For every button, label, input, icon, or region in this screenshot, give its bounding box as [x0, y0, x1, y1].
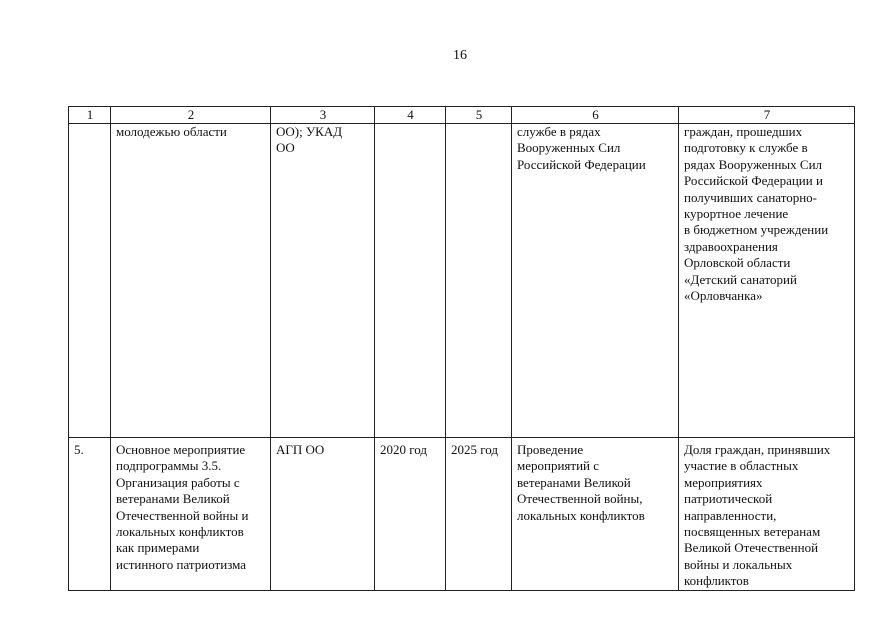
- column-header-6: 6: [512, 107, 679, 124]
- indicator-text: граждан, прошедших подготовку к службе в рядах Вооруженных Сил Российской Федерации и получивших санаторно- курортное лечение в бюджетном учреждении здравоохранения Орловской области «Детский санаторий «Орловчанка»: [684, 124, 829, 304]
- expected-result-cell: [512, 438, 679, 591]
- executor-text: АГП ОО: [276, 442, 325, 457]
- indicator-cell: [679, 438, 855, 591]
- activity-cell: [111, 124, 271, 438]
- column-header-3: 3: [271, 107, 375, 124]
- end-year-text: 2025 год: [451, 442, 498, 457]
- indicator-cell: [679, 124, 855, 438]
- start-year-cell: [375, 124, 446, 438]
- column-header-1: 1: [69, 107, 111, 124]
- expected-result-text: службе в рядах Вооруженных Сил Российской Федерации: [517, 124, 646, 172]
- indicator-text: Доля граждан, принявших участие в областных мероприятиях патриотической направленности, посвященных ветеранам Великой Отечественной войны и локальных конфликтов: [684, 442, 831, 589]
- start-year-text: 2020 год: [380, 442, 427, 457]
- expected-result-text: Проведение мероприятий с ветеранами Великой Отечественной войны, локальных конфликтов: [517, 442, 645, 523]
- end-year-cell: [446, 438, 512, 591]
- executor-text: ОО); УКАД ОО: [276, 124, 343, 156]
- column-header-5: 5: [446, 107, 512, 124]
- expected-result-cell: [512, 124, 679, 438]
- start-year-cell: [375, 438, 446, 591]
- activity-text: Основное мероприятие подпрограммы 3.5. Организация работы с ветеранами Великой Отечественной войны и локальных конфликтов как примерами истинного патриотизма: [116, 442, 249, 572]
- page-number: 16: [453, 48, 467, 63]
- table-row: [69, 438, 855, 591]
- table-row: [69, 124, 855, 438]
- header-row: [69, 107, 855, 124]
- executor-cell: [271, 124, 375, 438]
- program-table: [68, 106, 855, 591]
- row-number: 5.: [74, 442, 84, 457]
- end-year-cell: [446, 124, 512, 438]
- row-number-cell: [69, 124, 111, 438]
- column-header-7: 7: [679, 107, 855, 124]
- executor-cell: [271, 438, 375, 591]
- activity-text: молодежью области: [116, 124, 227, 139]
- activity-cell: [111, 438, 271, 591]
- column-header-4: 4: [375, 107, 446, 124]
- column-header-2: 2: [111, 107, 271, 124]
- row-number-cell: [69, 438, 111, 591]
